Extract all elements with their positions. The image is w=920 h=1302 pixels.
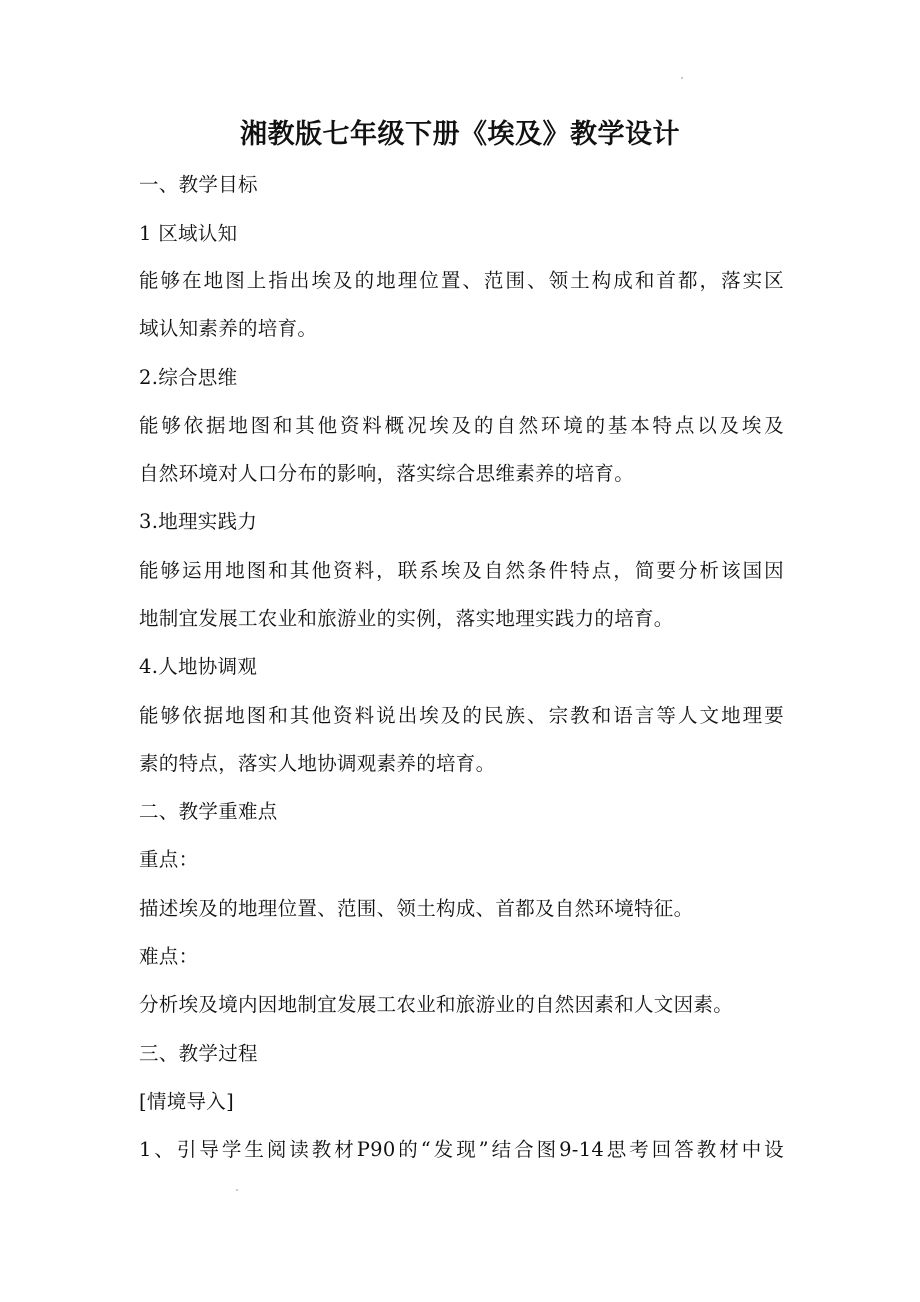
- section-heading-teaching-process: 三、教学过程: [139, 1042, 258, 1065]
- label-key-points: 重点：: [139, 848, 199, 871]
- paragraph-line: 能够依据地图和其他资料概况埃及的自然环境的基本特点以及埃及: [139, 414, 784, 437]
- paragraph-line: 能够在地图上指出埃及的地理位置、范围、领土构成和首都，落实区: [139, 269, 784, 292]
- label-difficulties: 难点：: [139, 945, 199, 968]
- document-title: 湘教版七年级下册《埃及》教学设计: [240, 119, 680, 150]
- paragraph-line: 能够运用地图和其他资料，联系埃及自然条件特点，简要分析该国因: [139, 559, 784, 582]
- paragraph-line: 自然环境对人口分布的影响，落实综合思维素养的培育。: [139, 462, 635, 485]
- paragraph-line: 地制宜发展工农业和旅游业的实例，落实地理实践力的培育。: [139, 607, 674, 630]
- paragraph-line: 域认知素养的培育。: [139, 317, 318, 340]
- paragraph-line: 1、引导学生阅读教材P90的“发现”结合图9-14思考回答教材中设: [139, 1138, 784, 1161]
- scan-speck: [236, 1189, 238, 1191]
- paragraph-line: 能够依据地图和其他资料说出埃及的民族、宗教和语言等人文地理要: [139, 704, 784, 727]
- section-heading-objectives: 一、教学目标: [139, 173, 258, 196]
- paragraph-line: 素的特点，落实人地协调观素养的培育。: [139, 752, 496, 775]
- paragraph-line: 描述埃及的地理位置、范围、领土构成、首都及自然环境特征。: [139, 897, 694, 920]
- paragraph-line: 分析埃及境内因地制宜发展工农业和旅游业的自然因素和人文因素。: [139, 993, 734, 1016]
- subheading-scenario-intro: [情境导入]: [139, 1090, 235, 1113]
- subheading-regional-cognition: 1 区域认知: [139, 222, 238, 245]
- scan-speck: [681, 77, 683, 79]
- subheading-geographic-practice: 3.地理实践力: [139, 510, 258, 533]
- subheading-comprehensive-thinking: 2.综合思维: [139, 366, 238, 389]
- section-heading-key-difficulties: 二、教学重难点: [139, 800, 278, 823]
- subheading-human-land-coordination: 4.人地协调观: [139, 655, 258, 678]
